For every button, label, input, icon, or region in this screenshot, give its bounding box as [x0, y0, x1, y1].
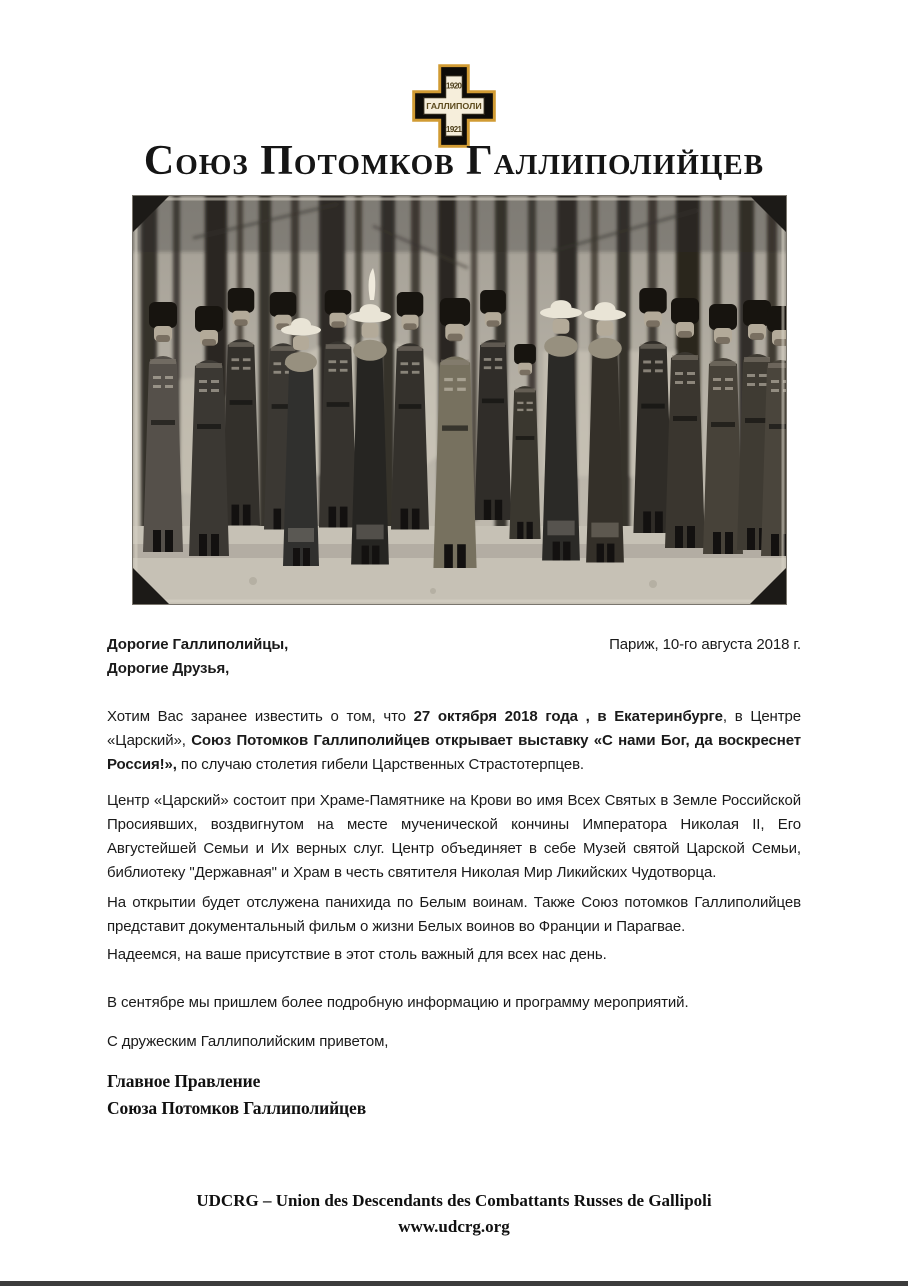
paragraph-panikhida: На открытии будет отслужена панихида по Белым воинам. Также Союз потомков Галлиполийцев представит документальный фильм о жизни Белых воинов во Франции и Парагвае. [107, 894, 801, 935]
group-photo [133, 196, 786, 604]
photo-figures [143, 268, 786, 568]
footer-organization-line: UDCRG – Union des Descendants des Combattants Russes de Gallipoli [196, 1191, 712, 1210]
page-title: Союз Потомков Галлиполийцев [143, 138, 765, 184]
paragraph-announcement: Хотим Вас заранее известить о том, что 27 октября 2018 года , в Екатеринбурге, в Центре «Царский», Союз Потомков Галлиполийцев открывает выставку «С нами Бог, да воскреснет Россия!», по случаю столетия гибели Царственных Страстотерпцев. [107, 708, 801, 773]
signature-line-2: Союза Потомков Галлиполийцев [107, 1098, 367, 1118]
gallipoli-cross-icon [412, 64, 496, 148]
signature-line-1: Главное Правление [107, 1071, 261, 1091]
salutation-line-1: Дорогие Галлиполийцы, [107, 636, 289, 653]
paragraph-center-tsarsky: Центр «Царский» состоит при Храме-Памятнике на Крови во имя Всех Святых в Земле Российской Просиявших, воздвигнутом на месте мученической кончины Императора Николая II, Его Августейшей Семьи и Их верных слуг. Центр объединяет в себе Музей святой Царской Семьи, библиотеку "Державная" и Храм в честь святителя Николая Мир Ликийских Чудотворца. [107, 792, 801, 881]
letter-footer [0, 1188, 908, 1240]
logo-name: ГАЛЛИПОЛИ [426, 100, 482, 111]
letter-body [107, 633, 801, 1122]
organization-logo [0, 64, 908, 148]
dateline: Париж, 10-го августа 2018 г. [609, 636, 801, 653]
window-bottom-edge [0, 1281, 908, 1286]
paragraph-hope: Надеемся, на ваше присутствие в этот столь важный для всех нас день. [107, 946, 607, 963]
group-photo-image [133, 196, 786, 604]
closing-line: С дружеским Галлиполийским приветом, [107, 1033, 389, 1050]
signature-block [107, 1068, 801, 1122]
paragraph-september: В сентябре мы пришлем более подробную информацию и программу мероприятий. [107, 994, 689, 1011]
salutation-line-2: Дорогие Друзья, [107, 660, 230, 677]
logo-year-bottom: 1921 [446, 125, 462, 135]
logo-year-top: 1920 [446, 81, 462, 91]
footer-website: www.udcrg.org [398, 1217, 510, 1236]
